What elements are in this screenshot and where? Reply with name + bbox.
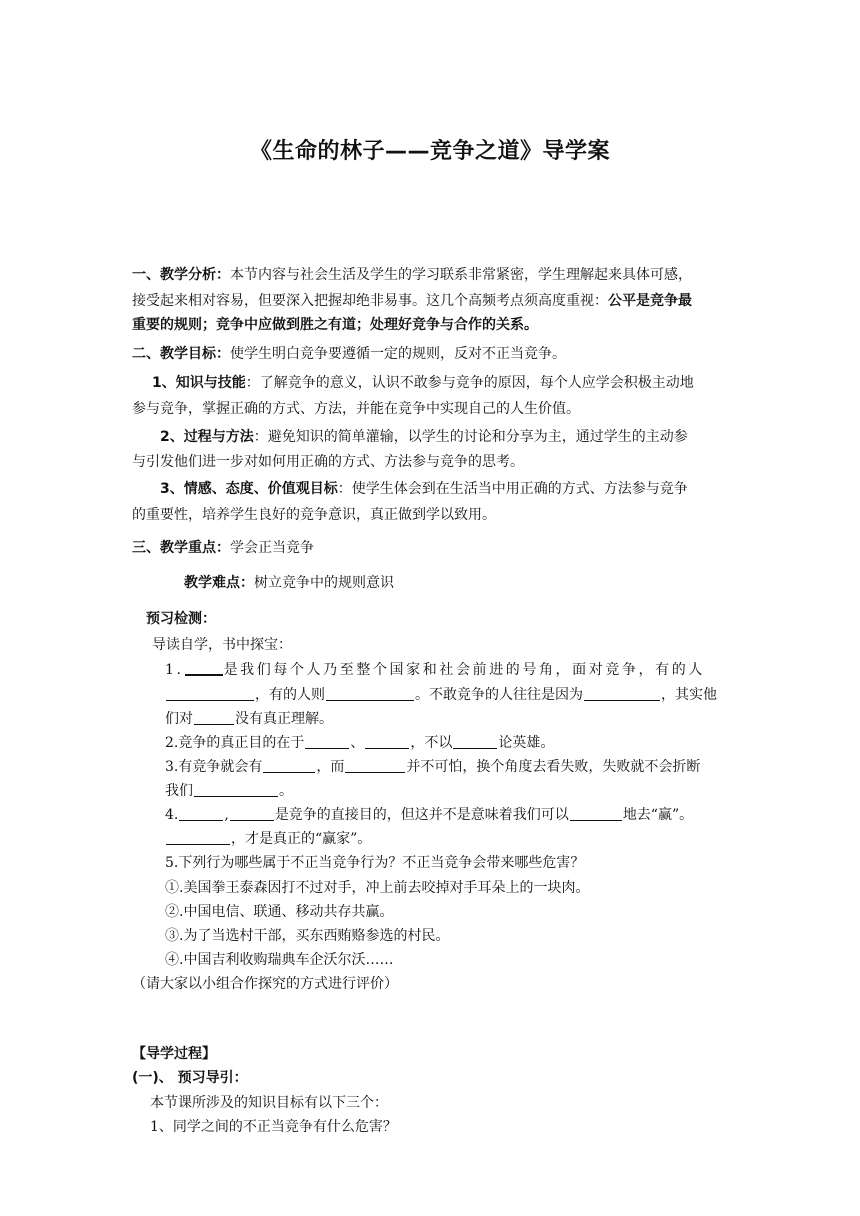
answer-blank[interactable] (263, 758, 315, 773)
group-work-note: （请大家以小组合作探究的方式进行评价） (132, 976, 398, 992)
question-3-line-1: 3.有竞争就会有 ，而 并不可怕，换个角度去看失败，失败就不会折断 (165, 759, 701, 775)
teaching-analysis-label: 一、教学分析： (132, 267, 230, 283)
goal-3-line-2: 的重要性，培养学生良好的竞争意识，真正做到学以致用。 (132, 507, 496, 523)
goal-1-line-1: 1、知识与技能：了解竞争的意义，认识不敢参与竞争的原因，每个人应学会积极主动地 (152, 375, 694, 391)
question-5: 5.下列行为哪些属于不正当竞争行为？不正当竞争会带来哪些危害？ (165, 855, 585, 871)
answer-blank[interactable] (453, 734, 497, 749)
goal-3-line-1: 3、情感、态度、价值观目标：使学生体会到在生活当中用正确的方式、方法参与竞争 (160, 481, 688, 497)
list-item: ④.中国吉利收购瑞典车企沃尔沃…… (165, 952, 394, 968)
answer-blank[interactable] (179, 806, 223, 821)
process-intro: 本节课所涉及的知识目标有以下三个： (150, 1095, 388, 1111)
teaching-analysis-line-3: 重要的规则；竞争中应做到胜之有道；处理好竞争与合作的关系。 (132, 317, 538, 333)
answer-blank[interactable] (345, 758, 405, 773)
question-1-line-1: 1. 是我们每个人乃至整个国家和社会前进的号角，面对竞争，有的人 (165, 662, 705, 678)
question-4-line-1: 4. , 是竞争的直接目的，但这并不是意味着我们可以 地去“赢”。 (165, 807, 694, 823)
question-1-line-2: ，有的人则 。不敢竞争的人往往是因为 ，其实他 (165, 685, 717, 705)
goal-2-line-2: 与引发他们进一步对如何用正确的方式、方法参与竞争的思考。 (132, 454, 524, 470)
difficulty-label: 教学难点： (184, 575, 254, 591)
question-2-line: 2.竞争的真正目的在于 、 ，不以 论英雄。 (165, 735, 555, 751)
process-question-1: 1、同学之间的不正当竞争有什么危害？ (150, 1119, 397, 1135)
process-subheading: (一)、 预习导引： (132, 1070, 248, 1086)
difficulty-line: 教学难点：树立竞争中的规则意识 (184, 575, 394, 591)
answer-blank[interactable] (230, 806, 274, 821)
teaching-analysis-line-1: 一、教学分析：本节内容与社会生活及学生的学习联系非常紧密，学生理解起来具体可感， (132, 267, 692, 283)
answer-blank[interactable] (584, 686, 660, 701)
answer-blank[interactable] (570, 806, 622, 821)
teaching-goal-label: 二、教学目标： (132, 346, 230, 362)
question-4-line-2: ，才是真正的“赢家”。 (165, 829, 371, 849)
question-3-line-2: 我们 。 (165, 783, 293, 799)
key-point-label: 三、教学重点： (132, 540, 230, 556)
answer-blank[interactable] (365, 734, 409, 749)
list-item: ①.美国拳王泰森因打不过对手，冲上前去咬掉对手耳朵上的一块肉。 (165, 880, 590, 896)
page-title: 《生命的林子——竞争之道》导学案 (249, 139, 610, 164)
process-heading: 【导学过程】 (132, 1046, 216, 1062)
answer-blank[interactable] (194, 782, 278, 797)
question-1-line-3: 们对 没有真正理解。 (165, 711, 333, 727)
answer-blank[interactable] (326, 686, 414, 701)
key-point-line: 三、教学重点：学会正当竞争 (132, 540, 314, 556)
goal-2-line-1: 2、过程与方法：避免知识的简单灌输，以学生的讨论和分享为主，通过学生的主动参 (160, 429, 688, 445)
list-item: ②.中国电信、联通、移动共存共赢。 (165, 904, 394, 920)
answer-blank[interactable] (305, 734, 349, 749)
goal-1-line-2: 参与竞争，掌握正确的方式、方法，并能在竞争中实现自己的人生价值。 (132, 401, 580, 417)
teaching-goal-line: 二、教学目标：使学生明白竞争要遵循一定的规则，反对不正当竞争。 (132, 346, 566, 362)
answer-blank[interactable] (166, 686, 254, 701)
answer-blank[interactable] (166, 830, 230, 845)
preview-check-label: 预习检测： (146, 611, 216, 627)
preview-intro: 导读自学，书中探宝： (152, 637, 292, 653)
answer-blank[interactable] (194, 710, 234, 725)
answer-blank[interactable] (185, 660, 223, 676)
teaching-analysis-line-2: 接受起来相对容易，但要深入把握却绝非易事。这几个高频考点须高度重视：公平是竞争最 (132, 293, 692, 309)
list-item: ③.为了当选村干部，买东西贿赂参选的村民。 (165, 928, 450, 944)
